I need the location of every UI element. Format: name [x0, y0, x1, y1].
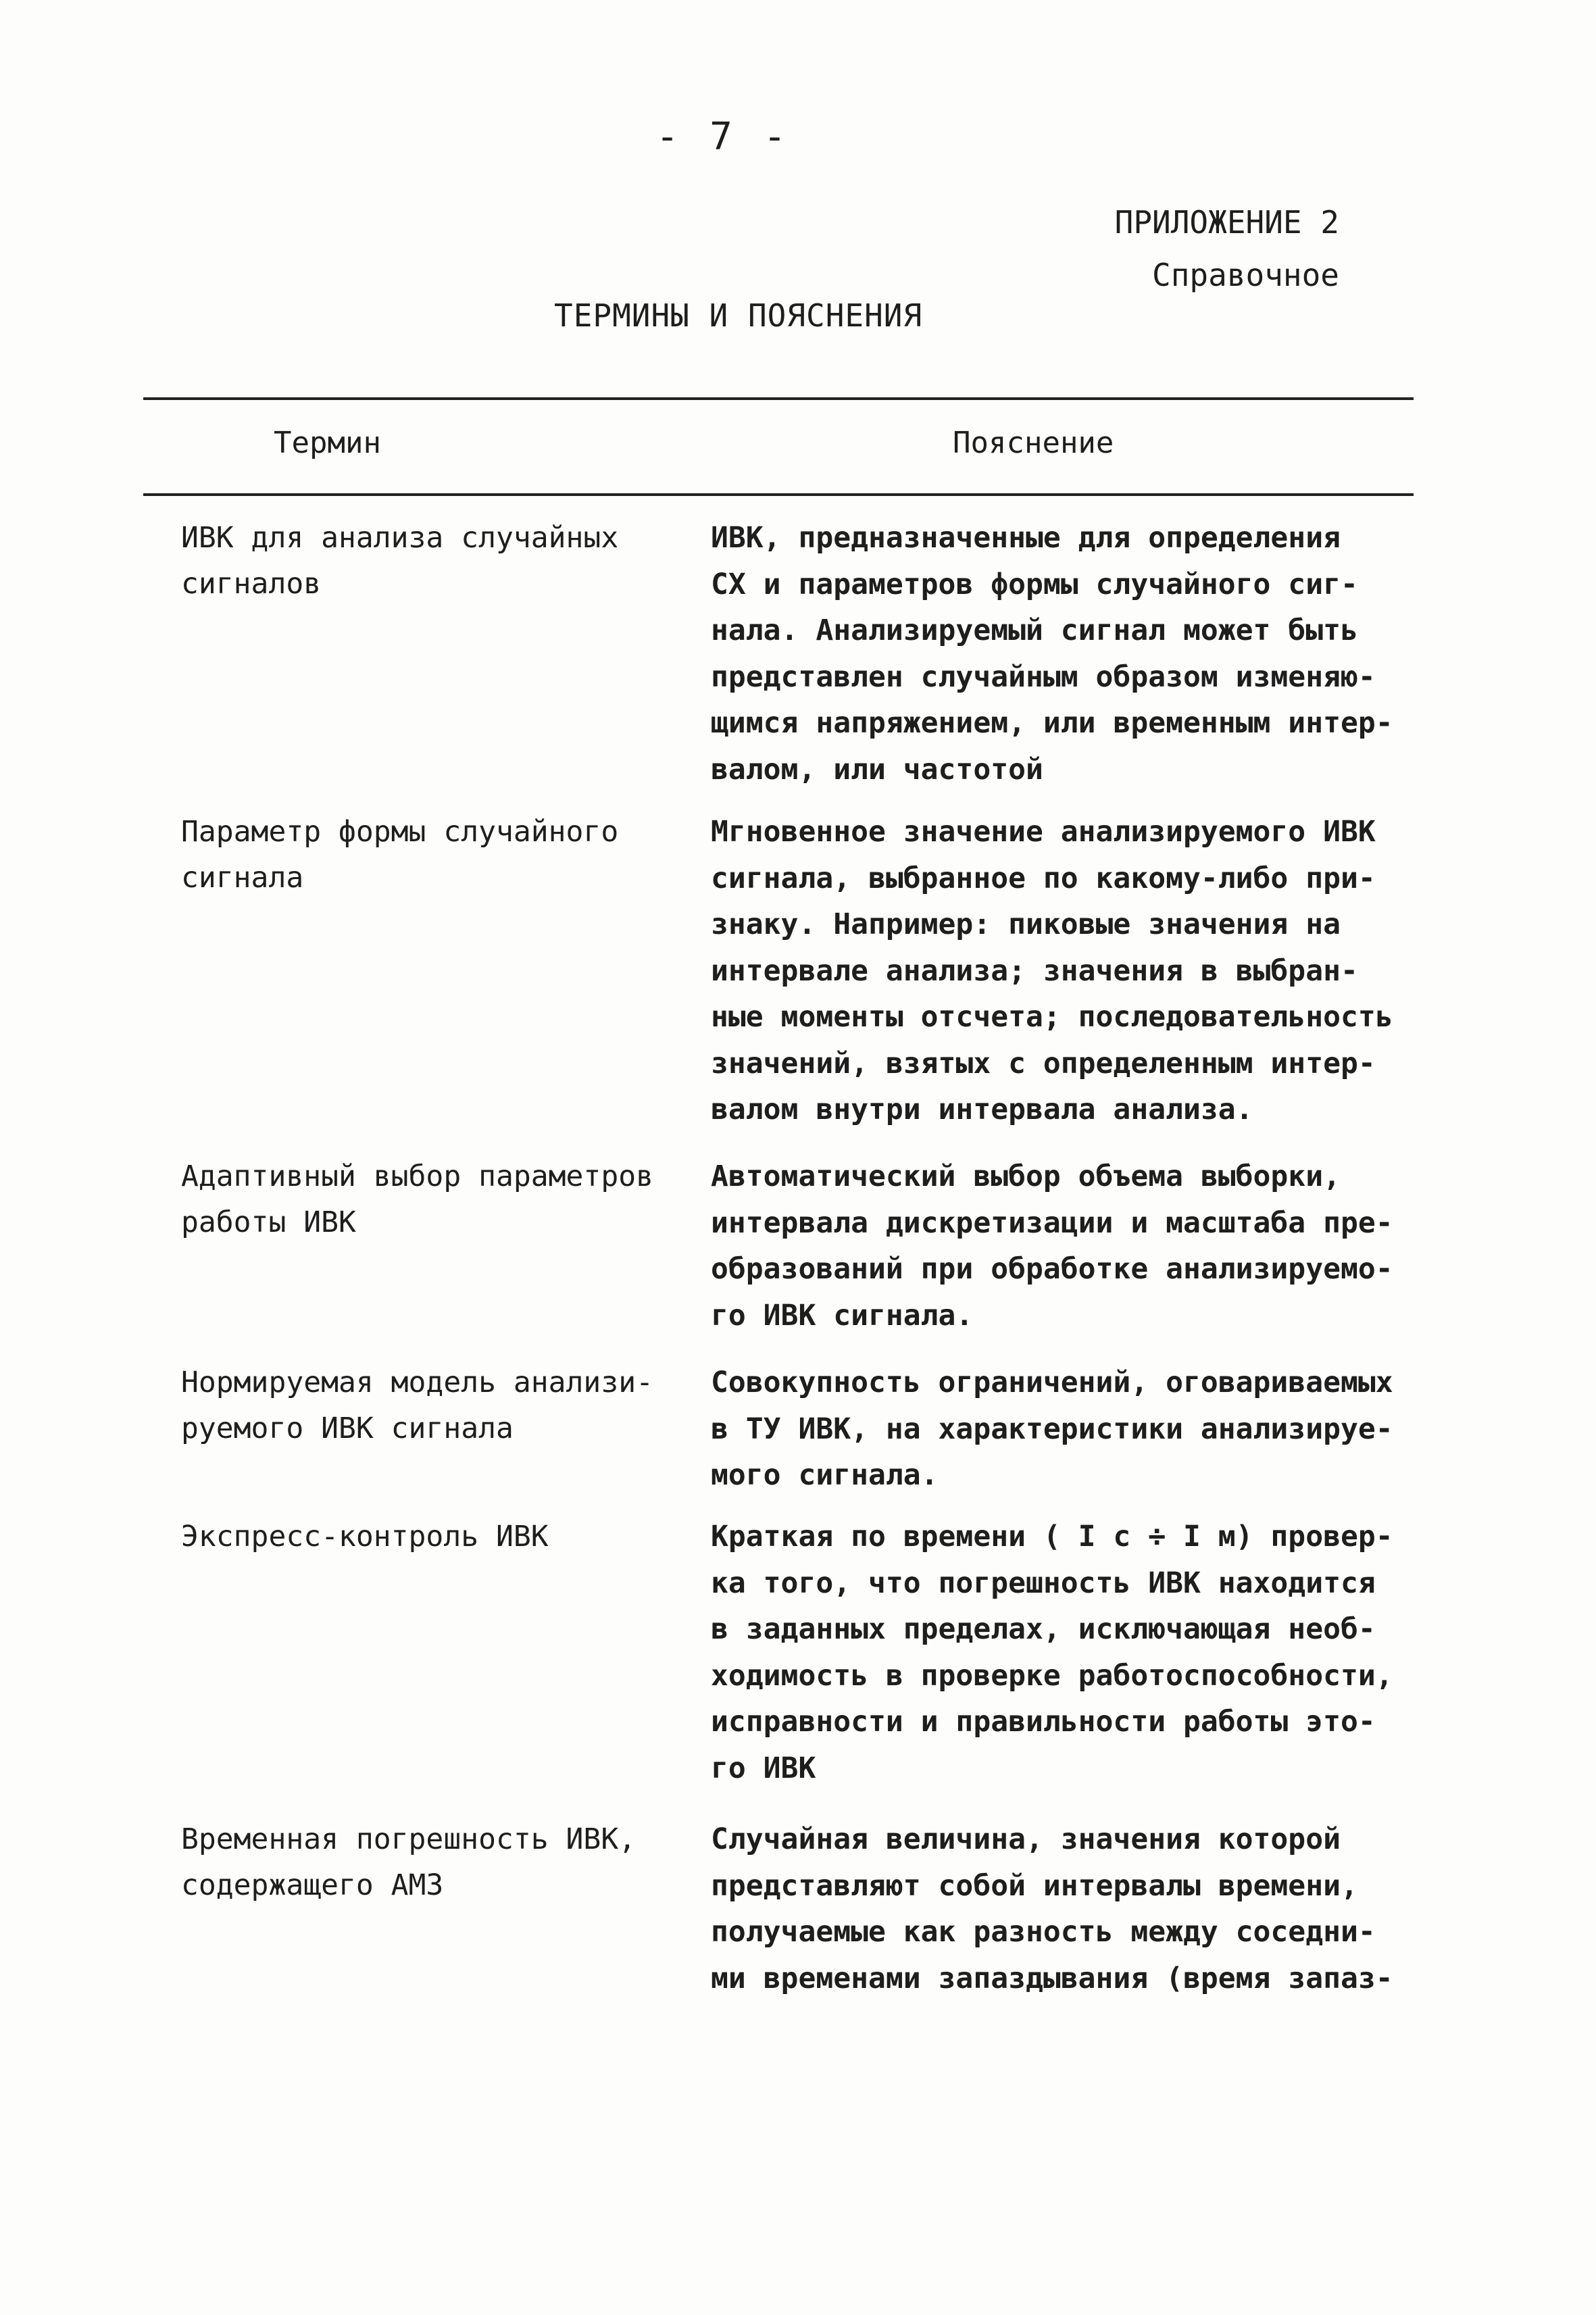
table-header-rule — [143, 493, 1414, 496]
table-body — [181, 515, 1438, 2001]
table-row — [181, 1816, 1438, 2001]
table-row — [181, 1360, 1438, 1514]
table-row — [181, 809, 1438, 1153]
appendix-header — [1115, 196, 1339, 301]
explanation-cell: Автоматический выбор объема выборки, интервала дискретизации и масштаба пре- образований при обработке анализируемо- го ИВК сигнала. — [711, 1160, 1393, 1333]
explanation-cell: Совокупность ограничений, оговариваемых в ТУ ИВК, на характеристики анализируе- мого сигнала. — [711, 1366, 1393, 1492]
column-header-explanation: Пояснение — [953, 426, 1114, 460]
term-cell: ИВК для анализа случайных сигналов — [181, 521, 619, 601]
page-number: - 7 - — [655, 115, 791, 159]
appendix-label: ПРИЛОЖЕНИЕ 2 — [1114, 204, 1339, 241]
table-row — [181, 515, 1438, 809]
term-cell: Экспресс-контроль ИВК — [181, 1520, 549, 1553]
explanation-cell: Случайная величина, значения которой представляют собой интервалы времени, получаемые как разность между соседни- ми временами запаздывания (время запаз- — [711, 1822, 1393, 1995]
explanation-cell: ИВК, предназначенные для определения СХ и параметров формы случайного сиг- нала. Анализируемый сигнал может быть представлен случайным образом изменяю- щимся напряжением, или временным интер- валом, или частотой — [711, 521, 1393, 787]
table-top-rule — [143, 397, 1414, 400]
table-row — [181, 1514, 1438, 1816]
document-title: ТЕРМИНЫ И ПОЯСНЕНИЯ — [554, 297, 923, 334]
term-cell: Временная погрешность ИВК, содержащего АМЗ — [181, 1822, 637, 1902]
table-row — [181, 1153, 1438, 1360]
term-cell: Адаптивный выбор параметров работы ИВК — [181, 1160, 653, 1239]
term-cell: Нормируемая модель анализи- руемого ИВК сигнала — [181, 1366, 653, 1445]
explanation-cell: Краткая по времени ( I с ÷ I м) провер- ка того, что погрешность ИВК находится в заданных пределах, исключающая необ- ходимость в проверке работоспособности, исправности и правильности работы это- го ИВК — [711, 1520, 1393, 1785]
appendix-kind: Справочное — [1152, 257, 1339, 293]
column-header-term: Термин — [274, 426, 381, 460]
term-cell: Параметр формы случайного сигнала — [181, 815, 619, 895]
explanation-cell: Мгновенное значение анализируемого ИВК сигнала, выбранное по какому-либо при- знаку. Например: пиковые значения на интервале анализа; значения в выбран- ные моменты отсчета; последовательность значений, взятых с определенным интер- валом внутри интервала анализа. — [711, 815, 1393, 1126]
